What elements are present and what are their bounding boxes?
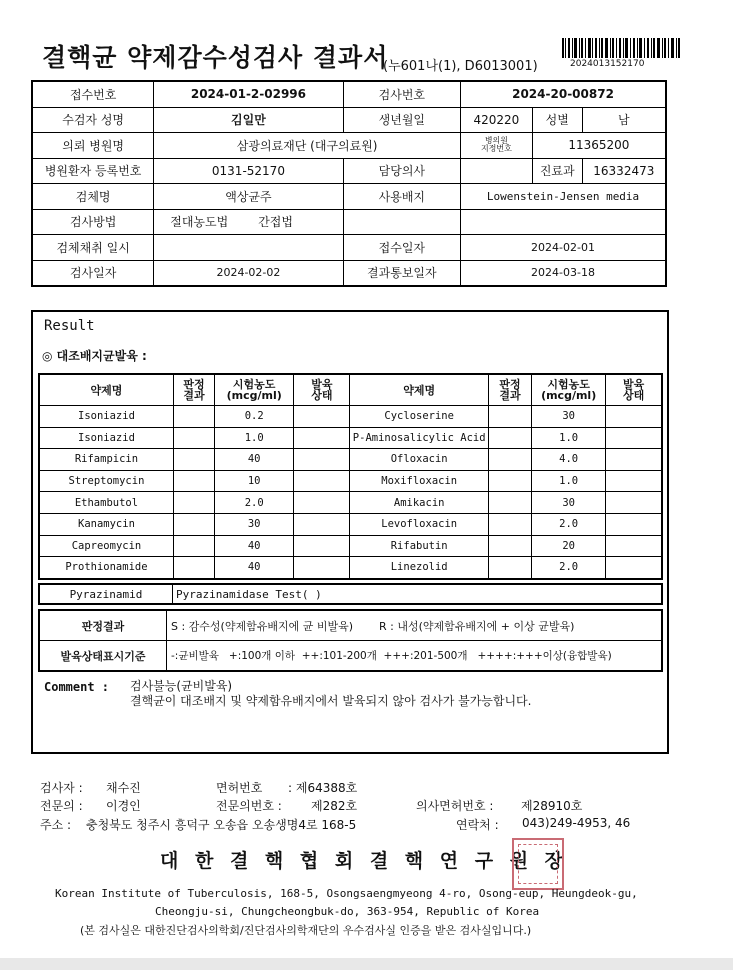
table-row [32, 184, 666, 210]
growth-status [606, 535, 662, 557]
table-row [32, 235, 666, 261]
judge-result [488, 492, 531, 514]
result-title: Result [44, 318, 95, 334]
pyrazinamide-table [38, 583, 663, 605]
judge-result [173, 470, 214, 492]
growth-status [294, 492, 350, 514]
organization-name: 대 한 결 핵 협 회 결 핵 연 구 원 장 [160, 850, 569, 872]
test-concentration: 0.2 [215, 406, 294, 428]
table-row [32, 133, 666, 159]
collect-label: 검체채취 일시 [32, 235, 154, 261]
test-concentration: 40 [215, 449, 294, 471]
dept-label: 진료과 [532, 158, 582, 184]
growth-status [606, 427, 662, 449]
pza-test: Pyrazinamidase Test( ) [173, 584, 663, 604]
table-row [32, 107, 666, 133]
judge-s: S : 감수성(약제함유배지에 균 비발육) [171, 619, 354, 633]
col-result-right-1: 판정 [499, 378, 521, 391]
test-concentration: 30 [215, 513, 294, 535]
col-conc-left-2: (mcg/ml) [226, 389, 282, 402]
specialist-label: 전문의 : [40, 799, 83, 813]
table-row [32, 81, 666, 107]
table-row [32, 158, 666, 184]
table-row [39, 535, 662, 557]
address: 충청북도 청주시 흥덕구 오송읍 오송생명4로 168-5 [86, 818, 357, 832]
col-growth-right-2: 상태 [623, 389, 645, 402]
reg-no: 0131-52170 [154, 158, 343, 184]
drug-table [38, 373, 663, 580]
comment-line-1: 검사불능(균비발육) [130, 679, 233, 693]
contact: 043)249-4953, 46 [522, 816, 631, 830]
method-1: 절대농도법 [170, 215, 229, 230]
collect-date [154, 235, 343, 261]
drug-name: Kanamycin [39, 513, 173, 535]
address-label: 주소 : [40, 818, 72, 832]
barcode-image [562, 38, 680, 58]
col-result-left-1: 판정 [183, 378, 205, 391]
table-row [39, 513, 662, 535]
test-concentration: 40 [215, 557, 294, 579]
table-row [32, 260, 666, 286]
certification-note: (본 검사실은 대한진단검사의학회/진단검사의학재단의 우수검사실 인증을 받은 검사실입니다.) [80, 924, 532, 937]
judge-result [488, 406, 531, 428]
inst-code-label [461, 133, 533, 159]
growth-status [294, 535, 350, 557]
drug-name: Ofloxacin [350, 449, 488, 471]
test-concentration: 4.0 [532, 449, 606, 471]
org-address-en-1: Korean Institute of Tuberculosis, 168-5, Osongsaengmyeong 4-ro, Osong-eup, Heungdeok-gu, [55, 887, 638, 900]
growth-status [606, 513, 662, 535]
hospital-label: 의뢰 병원명 [32, 133, 154, 159]
drug-name: Linezolid [350, 557, 488, 579]
drug-name: Cycloserine [350, 406, 488, 428]
growth-criteria-label: 발육상태표시기준 [39, 641, 167, 672]
col-result-right [488, 374, 531, 406]
growth-status [606, 470, 662, 492]
drug-name: Levofloxacin [350, 513, 488, 535]
reg-no-label: 병원환자 등록번호 [32, 158, 154, 184]
hospital: 삼광의료재단 (대구의료원) [154, 133, 461, 159]
barcode-number: 2024013152170 [570, 59, 645, 69]
contact-label: 연락처 : [456, 818, 499, 832]
test-concentration: 10 [215, 470, 294, 492]
col-result-right-2: 결과 [499, 389, 521, 402]
receipt-no: 2024-01-2-02996 [154, 81, 343, 107]
document-code: (누601나(1), D6013001) [383, 59, 538, 74]
legend-table [38, 609, 663, 672]
drug-name: Isoniazid [39, 406, 173, 428]
growth-status [294, 470, 350, 492]
growth-status [294, 427, 350, 449]
drug-name: Amikacin [350, 492, 488, 514]
specialist: 이경인 [106, 799, 141, 813]
test-concentration: 1.0 [532, 427, 606, 449]
patient-name-label: 수검자 성명 [32, 107, 154, 133]
inst-code-label-2: 지정번호 [480, 144, 512, 154]
judge-criteria [167, 610, 663, 641]
table-row [39, 641, 662, 672]
judge-result [488, 449, 531, 471]
patient-info-table [31, 80, 667, 287]
inst-code-label-1: 병의원 [484, 136, 508, 146]
col-growth-right [606, 374, 662, 406]
test-concentration: 2.0 [215, 492, 294, 514]
sex-label: 성별 [532, 107, 582, 133]
specimen: 액상균주 [154, 184, 343, 210]
col-conc-right-2: (mcg/ml) [541, 389, 597, 402]
test-concentration: 30 [532, 406, 606, 428]
judge-label: 판정결과 [39, 610, 167, 641]
method-2: 간접법 [258, 215, 293, 230]
test-concentration: 2.0 [532, 557, 606, 579]
doctor [461, 158, 533, 184]
test-concentration: 30 [532, 492, 606, 514]
growth-status [606, 492, 662, 514]
test-date-label: 검사일자 [32, 260, 154, 286]
col-drug-left: 약제명 [39, 374, 173, 406]
growth-status [294, 449, 350, 471]
test-no-label: 검사번호 [343, 81, 460, 107]
org-address-en-2: Cheongju-si, Chungcheongbuk-do, 363-954, Republic of Korea [155, 905, 540, 918]
growth-status [606, 557, 662, 579]
test-date: 2024-02-02 [154, 260, 343, 286]
inst-code: 11365200 [532, 133, 666, 159]
comment-line-2: 결핵균이 대조배지 및 약제함유배지에서 발육되지 않아 검사가 불가능합니다. [130, 694, 532, 708]
test-concentration: 1.0 [532, 470, 606, 492]
judge-result [173, 535, 214, 557]
table-row [39, 406, 662, 428]
col-drug-right: 약제명 [350, 374, 488, 406]
empty-cell [461, 209, 666, 235]
license-no: : 제64388호 [288, 781, 358, 795]
col-growth-right-1: 발육 [623, 378, 645, 391]
control-growth-label: ◎ 대조배지균발육 : [42, 349, 147, 363]
table-header-row [39, 374, 662, 406]
specialist-no: 제282호 [311, 799, 358, 813]
col-conc-left-1: 시험농도 [232, 378, 276, 391]
doctor-label: 담당의사 [343, 158, 460, 184]
test-no: 2024-20-00872 [461, 81, 666, 107]
test-concentration: 2.0 [532, 513, 606, 535]
sex: 남 [582, 107, 666, 133]
col-conc-left [215, 374, 294, 406]
dept: 16332473 [582, 158, 666, 184]
judge-result [488, 513, 531, 535]
report-date: 2024-03-18 [461, 260, 666, 286]
table-row [39, 449, 662, 471]
growth-status [294, 406, 350, 428]
judge-result [173, 513, 214, 535]
viewer-bottom-edge [0, 958, 733, 970]
judge-result [488, 535, 531, 557]
tester: 채수진 [106, 781, 141, 795]
table-row [39, 584, 662, 604]
judge-result [488, 557, 531, 579]
growth-status [606, 406, 662, 428]
medium: Lowenstein-Jensen media [461, 184, 666, 210]
method-label: 검사방법 [32, 209, 154, 235]
judge-result [488, 470, 531, 492]
specialist-no-label: 전문의번호 : [216, 799, 282, 813]
drug-name: Isoniazid [39, 427, 173, 449]
doctor-license-label: 의사면허번호 : [416, 799, 494, 813]
growth-criteria: -:균비발육 +:100개 이하 ++:101-200개 +++:201-500개 ++++:+++이상(융합발육) [167, 641, 663, 672]
drug-name: Rifampicin [39, 449, 173, 471]
col-growth-left-2: 상태 [311, 389, 333, 402]
judge-result [488, 427, 531, 449]
test-concentration: 20 [532, 535, 606, 557]
drug-name: Rifabutin [350, 535, 488, 557]
col-conc-right-1: 시험농도 [547, 378, 590, 391]
judge-result [173, 492, 214, 514]
growth-status [294, 513, 350, 535]
col-result-left-2: 결과 [183, 389, 205, 402]
pza-label: Pyrazinamid [39, 584, 173, 604]
judge-result [173, 449, 214, 471]
col-growth-left [294, 374, 350, 406]
table-row [39, 492, 662, 514]
empty-cell [343, 209, 460, 235]
drug-name: Streptomycin [39, 470, 173, 492]
judge-result [173, 557, 214, 579]
tester-label: 검사자 : [40, 781, 83, 795]
received-date: 2024-02-01 [461, 235, 666, 261]
growth-status [606, 449, 662, 471]
drug-name: Capreomycin [39, 535, 173, 557]
doctor-license: 제28910호 [521, 799, 583, 813]
drug-name: P-Aminosalicylic Acid [350, 427, 488, 449]
col-growth-left-1: 발육 [311, 378, 333, 391]
drug-name: Moxifloxacin [350, 470, 488, 492]
document-title: 결핵균 약제감수성검사 결과서 [42, 43, 389, 72]
birth-label: 생년월일 [343, 107, 460, 133]
patient-name: 김일만 [154, 107, 343, 133]
specimen-label: 검체명 [32, 184, 154, 210]
comment-label: Comment : [44, 680, 110, 694]
table-row [32, 209, 666, 235]
table-row [39, 610, 662, 641]
judge-r: R : 내성(약제함유배지에 + 이상 균발육) [379, 619, 575, 633]
test-concentration: 1.0 [215, 427, 294, 449]
report-date-label: 결과통보일자 [343, 260, 460, 286]
birth-date: 420220 [461, 107, 533, 133]
table-row [39, 470, 662, 492]
medium-label: 사용배지 [343, 184, 460, 210]
official-seal [512, 838, 564, 890]
drug-name: Ethambutol [39, 492, 173, 514]
table-row [39, 557, 662, 579]
drug-name: Prothionamide [39, 557, 173, 579]
growth-status [294, 557, 350, 579]
license-label: 면허번호 [216, 781, 263, 795]
col-conc-right [532, 374, 606, 406]
test-concentration: 40 [215, 535, 294, 557]
col-result-left [173, 374, 214, 406]
table-row [39, 427, 662, 449]
method [154, 209, 343, 235]
receipt-no-label: 접수번호 [32, 81, 154, 107]
received-label: 접수일자 [343, 235, 460, 261]
judge-result [173, 406, 214, 428]
judge-result [173, 427, 214, 449]
